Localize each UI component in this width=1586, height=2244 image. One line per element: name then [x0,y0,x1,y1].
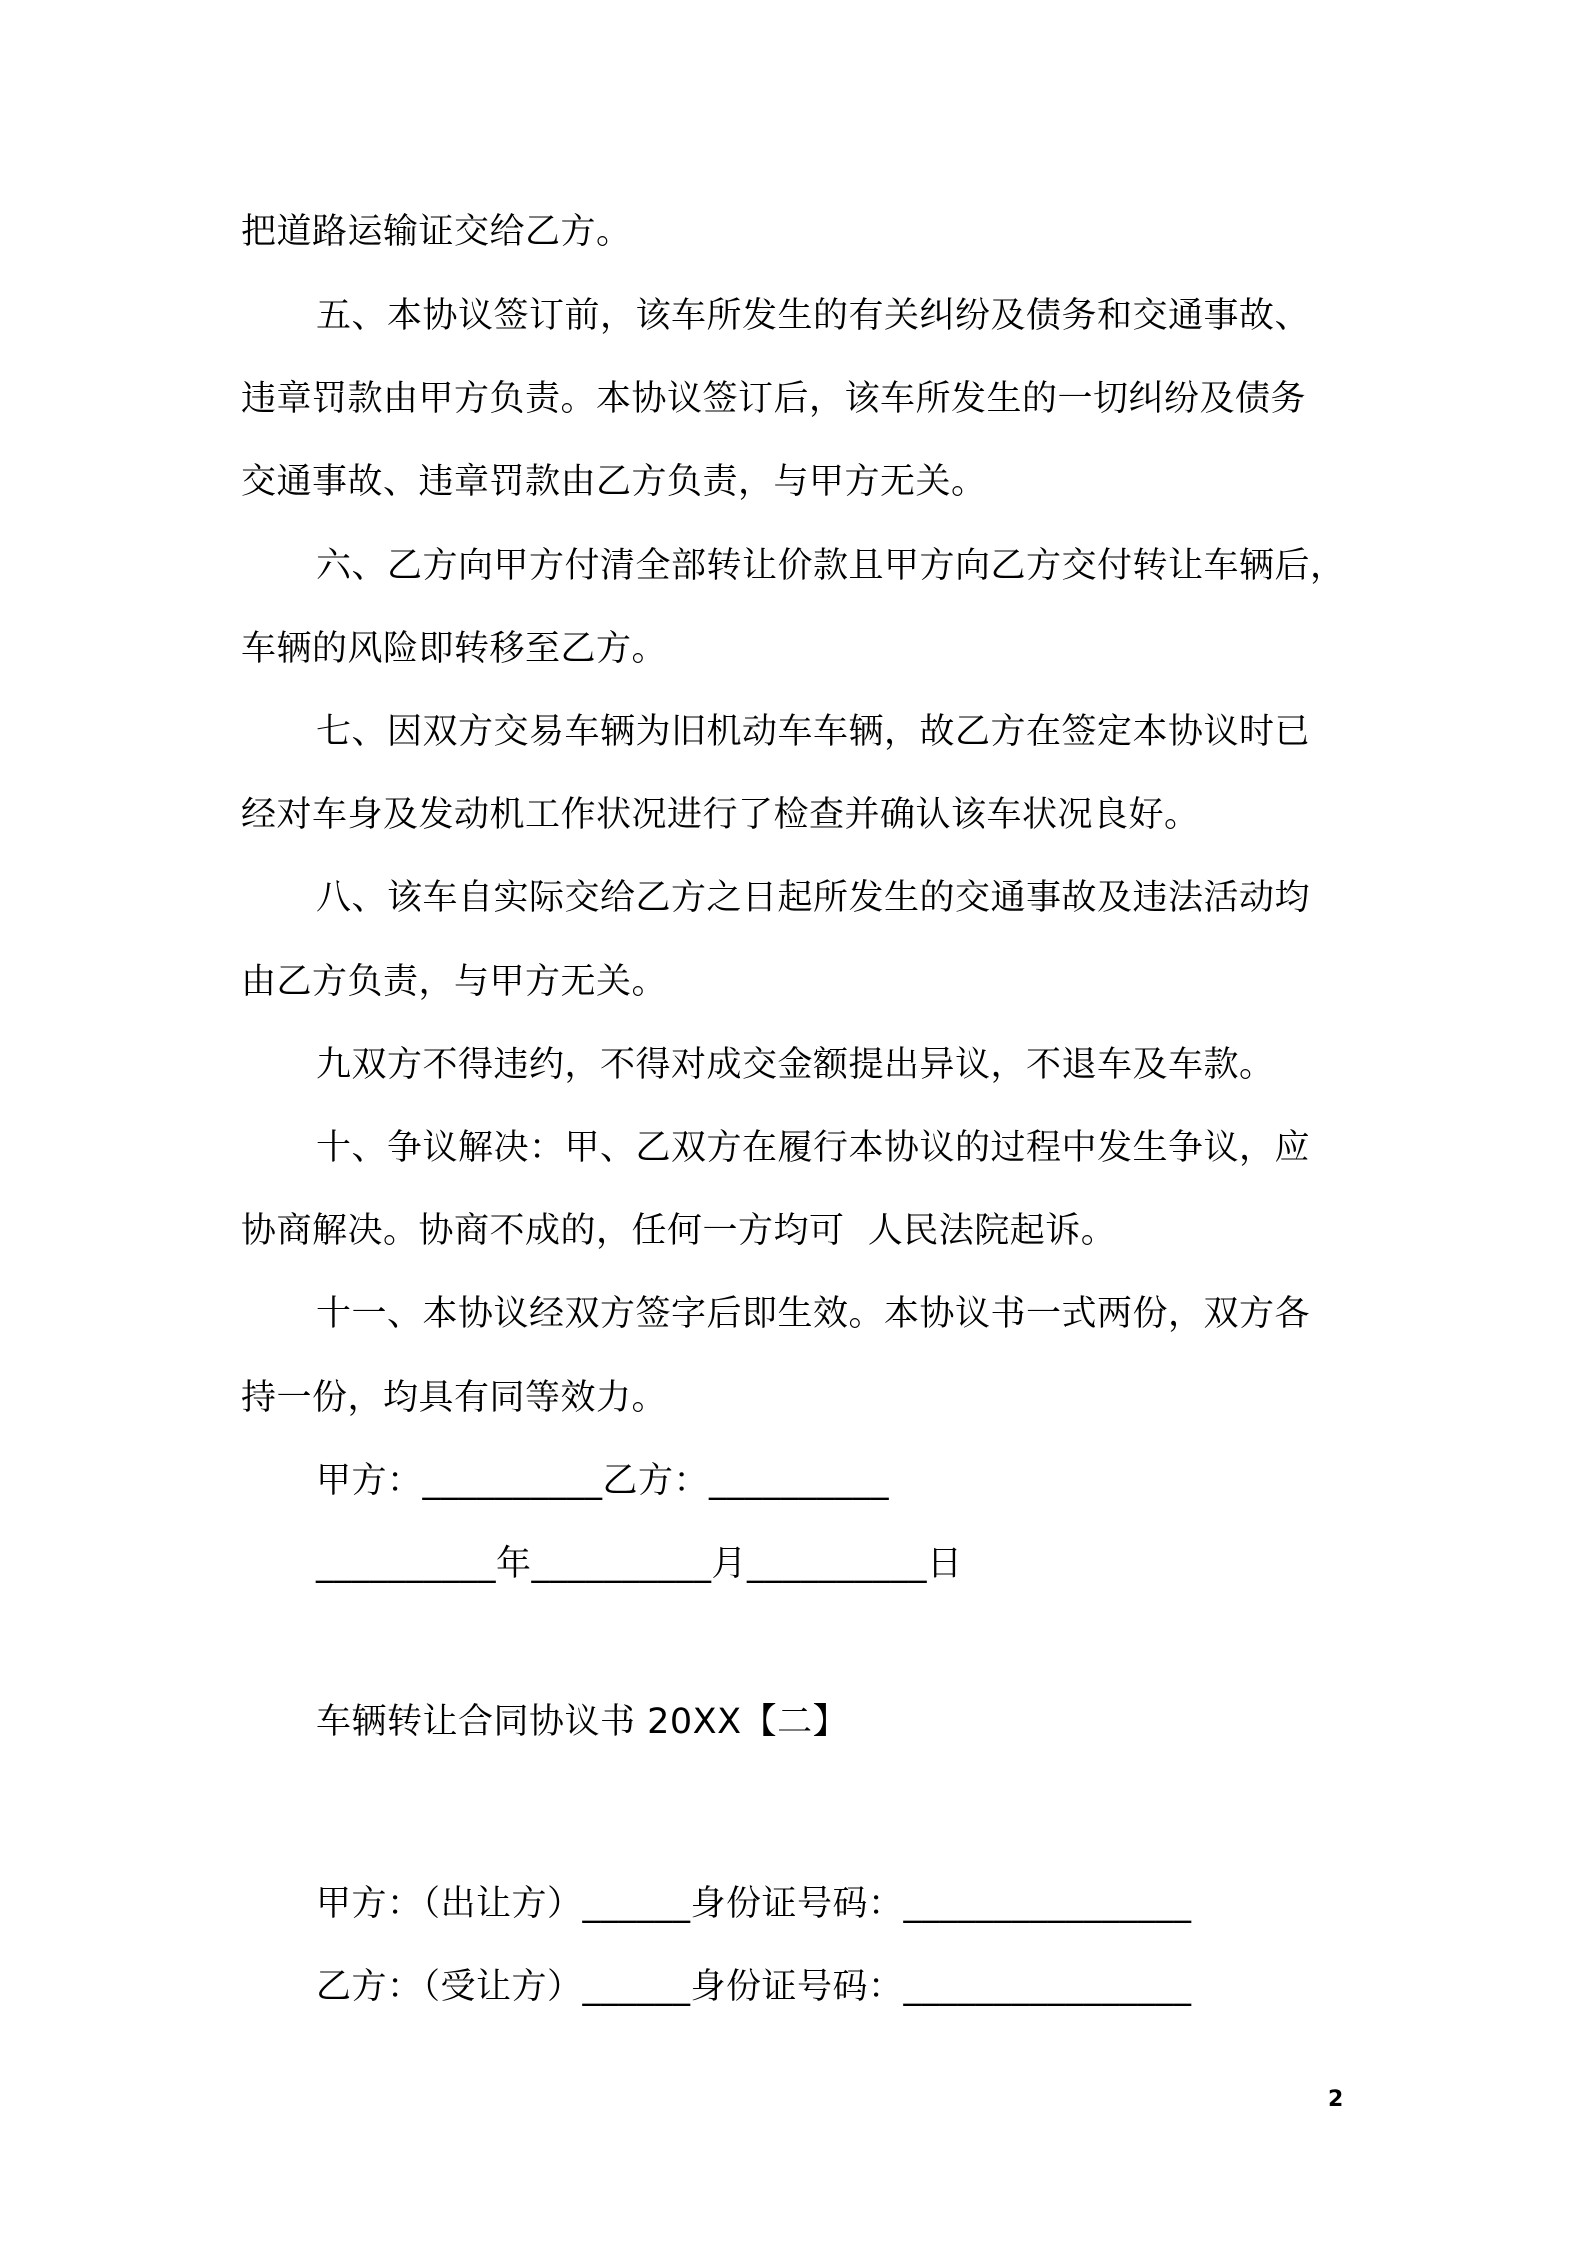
clause-8-line-1: 八、该车自实际交给乙方之日起所发生的交通事故及违法活动均 [316,878,1311,918]
clause-5-line-1: 五、本协议签订前，该车所发生的有关纠纷及债务和交通事故、 [316,296,1311,336]
clause-11-line-2: 持一份，均具有同等效力。 [241,1378,668,1418]
page-number: 2 [1328,2087,1344,2112]
text-line: 把道路运输证交给乙方。 [241,212,632,252]
date-line: __________年__________月__________日 [316,1544,963,1584]
party-b-line: 乙方：（受让方）______身份证号码：________________ [316,1967,1192,2007]
section-title: 车辆转让合同协议书 20XX【二】 [316,1702,849,1742]
clause-10-line-1: 十、争议解决：甲、乙双方在履行本协议的过程中发生争议，应 [316,1128,1311,1168]
clause-9-line: 九双方不得违约，不得对成交金额提出异议，不退车及车款。 [316,1045,1275,1085]
clause-8-line-2: 由乙方负责，与甲方无关。 [241,962,668,1002]
clause-5-line-3: 交通事故、违章罚款由乙方负责，与甲方无关。 [241,462,987,502]
clause-6-line-1: 六、乙方向甲方付清全部转让价款且甲方向乙方交付转让车辆后， [316,546,1346,586]
clause-6-line-2: 车辆的风险即转移至乙方。 [241,629,668,669]
clause-5-line-2: 违章罚款由甲方负责。本协议签订后，该车所发生的一切纠纷及债务 [241,379,1307,419]
clause-11-line-1: 十一、本协议经双方签字后即生效。本协议书一式两份，双方各 [316,1294,1311,1334]
signature-line: 甲方：__________乙方：__________ [316,1461,890,1501]
party-a-line: 甲方：（出让方）______身份证号码：________________ [316,1884,1192,1924]
clause-10-line-2: 协商解决。协商不成的，任何一方均可 人民法院起诉。 [241,1211,1117,1251]
clause-7-line-2: 经对车身及发动机工作状况进行了检查并确认该车状况良好。 [241,795,1200,835]
clause-7-line-1: 七、因双方交易车辆为旧机动车车辆，故乙方在签定本协议时已 [316,712,1311,752]
